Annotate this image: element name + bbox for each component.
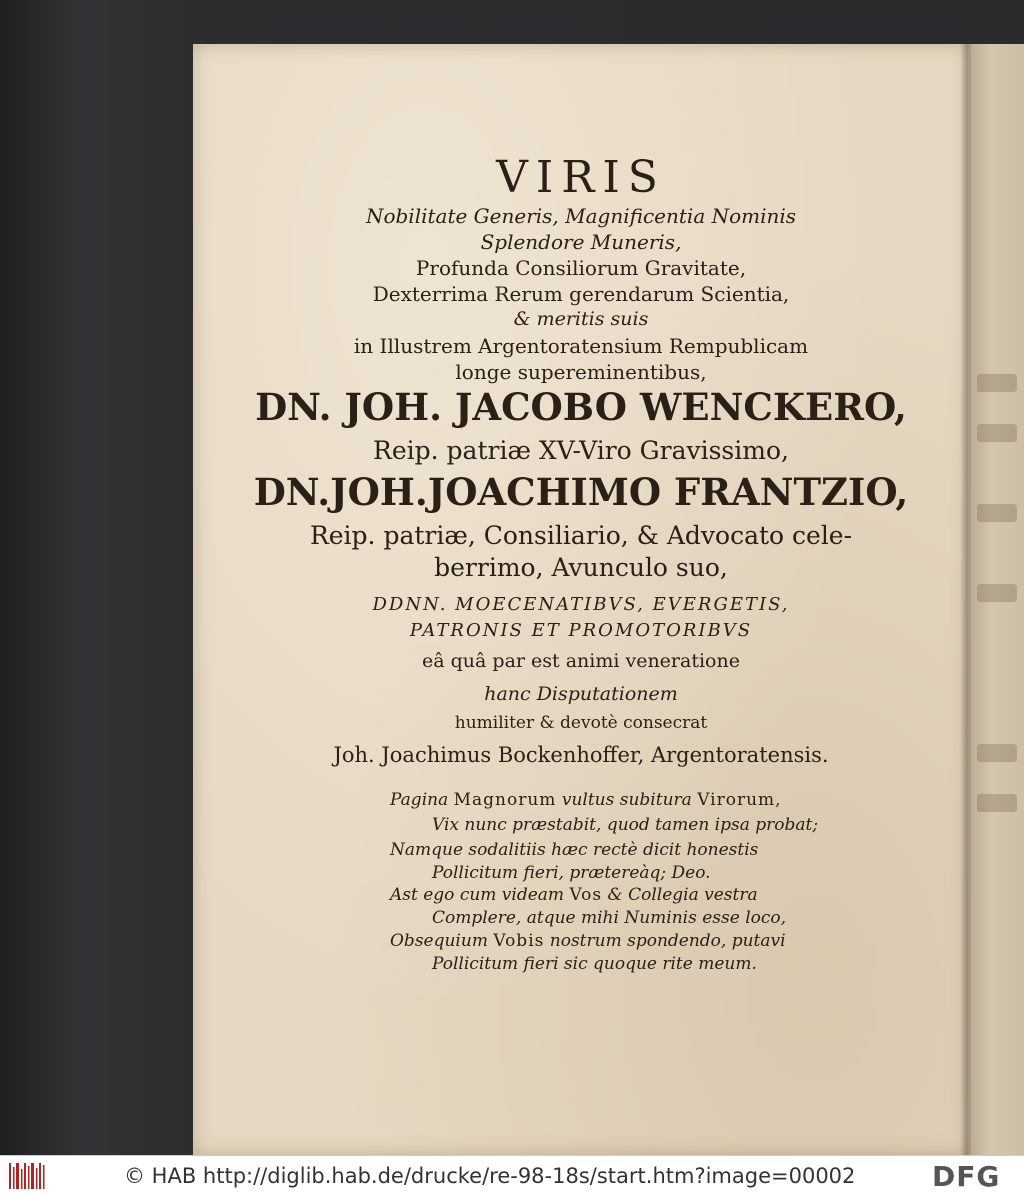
- dedication-line-6: in Illustrem Argentoratensium Rempublicam: [353, 334, 809, 358]
- footer-copyright-url: © HAB http://diglib.hab.de/drucke/re-98-18s/start.htm?image=00002: [124, 1164, 856, 1188]
- consecrat-line: humiliter & devotè consecrat: [454, 713, 708, 733]
- dedication-line-7: longe supereminentibus,: [455, 360, 707, 384]
- dedication-line-3: Profunda Consiliorum Gravitate,: [415, 256, 747, 280]
- disputationem-line: hanc Disputationem: [484, 683, 678, 705]
- dedication-line-5: & meritis suis: [513, 308, 649, 330]
- verse-line-1: Pagina Magnorum vultus subitura Virorum,: [390, 790, 782, 810]
- patrons-line-2: PATRONIS ET PROMOTORIBVS: [409, 620, 753, 641]
- dedication-line-4: Dexterrima Rerum gerendarum Scientia,: [372, 282, 790, 306]
- title-frantzio-1: Reip. patriæ, Consiliario, & Advocato cele-: [309, 521, 853, 550]
- name-frantzio: DN.JOH.JOACHIMO FRANTZIO,: [253, 470, 909, 514]
- patrons-line-1: DDNN. MOECENATIBVS, EVERGETIS,: [372, 594, 790, 615]
- adjacent-page-edge: [969, 44, 1024, 1155]
- author-line: Joh. Joachimus Bockenhoffer, Argentoratensis.: [333, 743, 829, 767]
- verse-line-5: Ast ego cum videam Vos & Collegia vestra: [390, 885, 758, 905]
- verse-line-4: Pollicitum fieri, prætereàq; Deo.: [432, 863, 711, 883]
- verse-line-8: Pollicitum fieri sic quoque rite meum.: [432, 954, 757, 974]
- heading-viris: VIRIS: [496, 152, 666, 203]
- footer-bar: [0, 1155, 1024, 1195]
- veneratione-line: eâ quâ par est animi veneratione: [422, 650, 740, 672]
- dedication-line-1: Nobilitate Generis, Magnificentia Nominis: [365, 204, 797, 228]
- dfg-logo: DFG: [932, 1160, 1001, 1193]
- verse-line-2: Vix nunc præstabit, quod tamen ipsa probat;: [432, 815, 819, 835]
- title-wenckero: Reip. patriæ XV-Viro Gravissimo,: [373, 436, 789, 465]
- barcode-icon: [8, 1161, 46, 1191]
- verse-line-6: Complere, atque mihi Numinis esse loco,: [432, 908, 787, 928]
- verse-line-7: Obsequium Vobis nostrum spondendo, putavi: [390, 931, 786, 951]
- title-frantzio-2: berrimo, Avunculo suo,: [434, 553, 728, 582]
- verse-line-3: Namque sodalitiis hæc rectè dicit honestis: [390, 840, 759, 860]
- dedication-line-2: Splendore Muneris,: [480, 230, 682, 254]
- name-wenckero: DN. JOH. JACOBO WENCKERO,: [255, 385, 907, 429]
